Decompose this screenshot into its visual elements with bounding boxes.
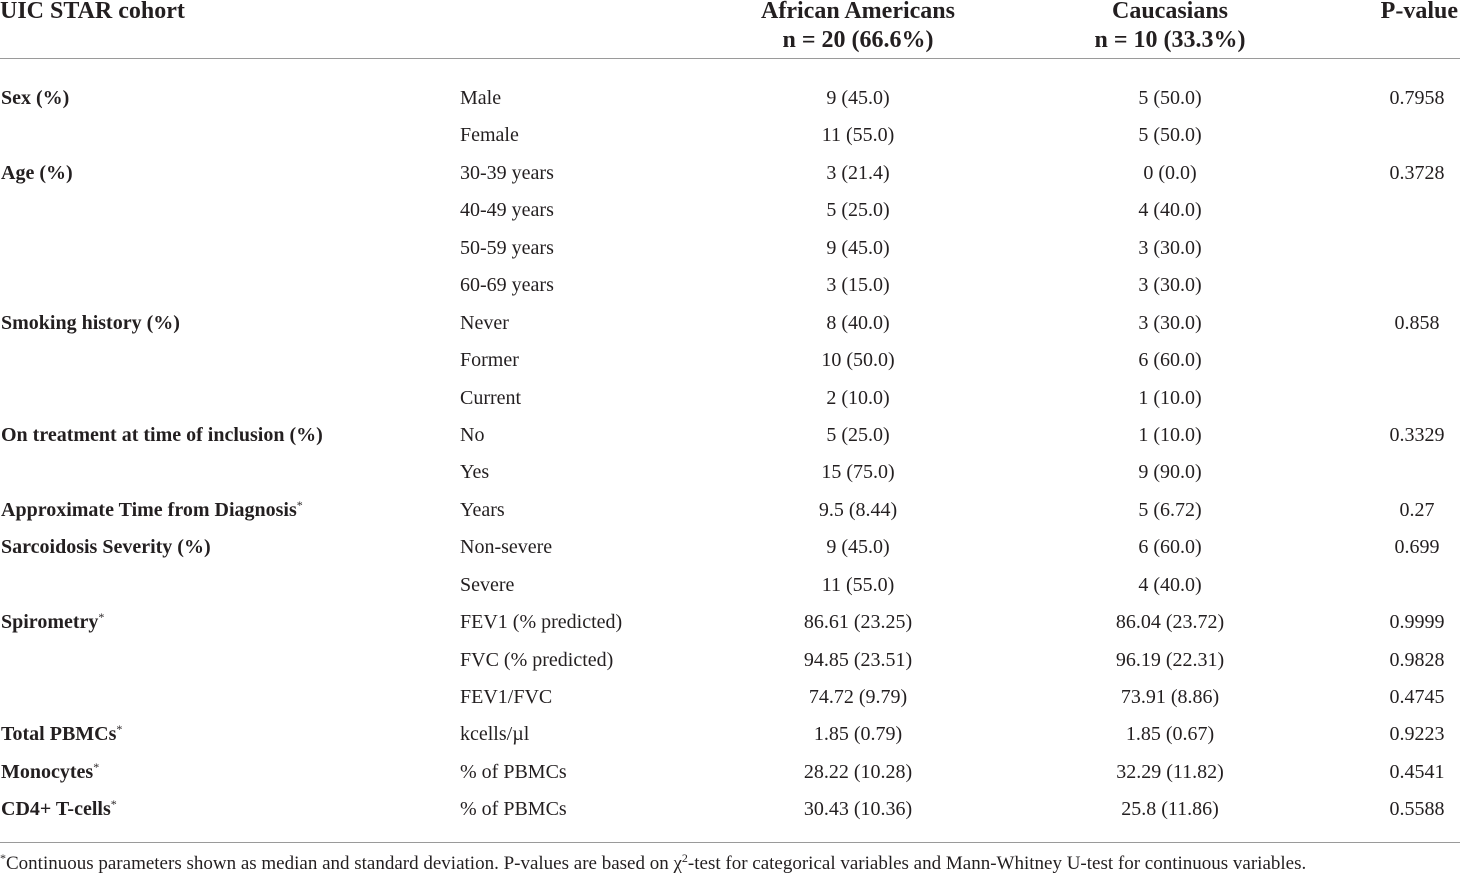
row-label	[1, 423, 323, 447]
row-label	[1, 311, 180, 335]
cell-caucasians-text: 0 (0.0)	[1143, 162, 1197, 184]
header-aa-n: n = 20 (66.6%)	[782, 27, 934, 53]
cell-african-americans-text: 1.85 (0.79)	[813, 723, 903, 745]
row-label	[1, 86, 69, 110]
row-sublabel	[460, 648, 613, 672]
cell-p-value	[1357, 423, 1460, 447]
row-sublabel	[460, 273, 554, 297]
cell-caucasians-text: 4 (40.0)	[1138, 199, 1202, 221]
row-sublabel	[460, 386, 521, 410]
row-label-text: Sarcoidosis Severity (%)	[1, 536, 211, 558]
row-label-text: Spirometry	[1, 611, 99, 633]
row-sublabel	[460, 498, 505, 522]
row-sublabel	[460, 573, 514, 597]
cell-caucasians	[1070, 123, 1270, 147]
cell-caucasians	[1070, 236, 1270, 260]
cell-caucasians	[1070, 86, 1270, 110]
cell-p-value	[1357, 722, 1460, 746]
cell-p-value-text: 0.27	[1399, 499, 1435, 521]
cell-african-americans	[758, 86, 958, 110]
row-sublabel-text: Yes	[460, 461, 490, 483]
cell-african-americans	[758, 685, 958, 709]
cell-caucasians-text: 1 (10.0)	[1138, 387, 1202, 409]
cell-caucasians-text: 1.85 (0.67)	[1125, 723, 1215, 745]
cell-african-americans	[758, 311, 958, 335]
cell-caucasians	[1070, 386, 1270, 410]
cell-caucasians-text: 3 (30.0)	[1138, 237, 1202, 259]
cell-caucasians	[1070, 460, 1270, 484]
cell-p-value-text: 0.699	[1394, 536, 1440, 558]
row-sublabel	[460, 722, 529, 746]
row-sublabel	[460, 535, 552, 559]
footnote-marker: *	[296, 498, 303, 512]
row-sublabel-text: FEV1 (% predicted)	[460, 611, 623, 633]
cell-p-value	[1357, 760, 1460, 784]
cell-caucasians-text: 73.91 (8.86)	[1120, 686, 1220, 708]
header-caucasians	[990, 0, 1350, 55]
cell-african-americans-text: 86.61 (23.25)	[803, 611, 913, 633]
cell-p-value-text: 0.7958	[1389, 87, 1445, 109]
row-sublabel	[460, 161, 554, 185]
row-sublabel	[460, 685, 552, 709]
row-label	[1, 722, 122, 746]
row-sublabel	[460, 760, 567, 784]
row-label	[1, 498, 303, 522]
cell-african-americans-text: 9 (45.0)	[826, 237, 890, 259]
cell-african-americans-text: 30.43 (10.36)	[803, 798, 913, 820]
cell-caucasians-text: 9 (90.0)	[1138, 461, 1202, 483]
cell-african-americans	[758, 460, 958, 484]
header-cc-name: Caucasians	[1111, 0, 1229, 24]
cell-african-americans	[758, 610, 958, 634]
row-label	[1, 535, 211, 559]
row-sublabel	[460, 236, 554, 260]
cell-caucasians	[1070, 797, 1270, 821]
cell-african-americans-text: 94.85 (23.51)	[803, 649, 913, 671]
cell-p-value-text: 0.5588	[1389, 798, 1445, 820]
cell-caucasians	[1070, 685, 1270, 709]
row-label-text: Monocytes	[1, 761, 94, 783]
cell-caucasians	[1070, 760, 1270, 784]
cell-caucasians-text: 32.29 (11.82)	[1116, 761, 1224, 783]
row-sublabel-text: 40-49 years	[460, 199, 554, 221]
row-sublabel-text: 50-59 years	[460, 237, 554, 259]
cell-african-americans	[758, 348, 958, 372]
footnote-text-part1: Continuous parameters shown as median and standard deviation. P-values are based on χ	[6, 853, 682, 874]
cell-p-value-text: 0.9223	[1389, 723, 1445, 745]
row-sublabel	[460, 610, 622, 634]
cell-african-americans-text: 5 (25.0)	[826, 424, 890, 446]
cell-p-value	[1357, 648, 1460, 672]
row-label-text: Approximate Time from Diagnosis	[1, 499, 297, 521]
footnote-text-part2: -test for categorical variables and Mann-Whitney U-test for continuous variables.	[687, 853, 1307, 874]
row-label	[1, 610, 104, 634]
cell-caucasians	[1070, 273, 1270, 297]
cell-african-americans-text: 3 (21.4)	[826, 162, 890, 184]
row-sublabel	[460, 311, 509, 335]
header-p-value: P-value	[1380, 0, 1458, 24]
footnote-marker: *	[98, 610, 105, 624]
cell-african-americans-text: 5 (25.0)	[826, 199, 890, 221]
row-label	[1, 760, 99, 784]
row-sublabel-text: Female	[460, 124, 519, 146]
row-sublabel-text: Male	[460, 87, 502, 109]
row-label	[1, 161, 73, 185]
cell-caucasians	[1070, 311, 1270, 335]
cell-caucasians-text: 3 (30.0)	[1138, 274, 1202, 296]
row-sublabel-text: Never	[460, 312, 509, 334]
row-sublabel-text: % of PBMCs	[460, 798, 567, 820]
cell-african-americans	[758, 797, 958, 821]
cell-caucasians-text: 6 (60.0)	[1138, 349, 1202, 371]
cell-p-value-text: 0.3728	[1389, 162, 1445, 184]
cell-african-americans-text: 9.5 (8.44)	[818, 499, 898, 521]
row-sublabel-text: Years	[460, 499, 505, 521]
footnote-marker: *	[116, 722, 123, 736]
cell-caucasians-text: 6 (60.0)	[1138, 536, 1202, 558]
cell-african-americans-text: 28.22 (10.28)	[803, 761, 913, 783]
cell-caucasians	[1070, 535, 1270, 559]
cell-african-americans	[758, 573, 958, 597]
cell-african-americans-text: 8 (40.0)	[826, 312, 890, 334]
row-sublabel	[460, 348, 519, 372]
cell-african-americans-text: 9 (45.0)	[826, 536, 890, 558]
row-sublabel	[460, 460, 489, 484]
row-label-text: On treatment at time of inclusion (%)	[1, 424, 323, 446]
cell-caucasians-text: 3 (30.0)	[1138, 312, 1202, 334]
cell-p-value-text: 0.4745	[1389, 686, 1445, 708]
row-sublabel-text: Current	[460, 387, 522, 409]
row-sublabel-text: FEV1/FVC	[460, 686, 553, 708]
cell-caucasians	[1070, 423, 1270, 447]
cell-african-americans	[758, 123, 958, 147]
row-label-text: Age (%)	[1, 162, 73, 184]
row-sublabel	[460, 423, 484, 447]
row-sublabel-text: Former	[460, 349, 519, 371]
cell-caucasians	[1070, 198, 1270, 222]
row-sublabel	[460, 123, 519, 147]
cell-caucasians-text: 25.8 (11.86)	[1121, 798, 1219, 820]
cell-caucasians-text: 5 (50.0)	[1138, 124, 1202, 146]
cell-caucasians	[1070, 610, 1270, 634]
cell-p-value-text: 0.3329	[1389, 424, 1445, 446]
cell-african-americans-text: 15 (75.0)	[821, 461, 895, 483]
cell-p-value-text: 0.9999	[1389, 611, 1445, 633]
cell-p-value	[1357, 535, 1460, 559]
cell-p-value	[1357, 86, 1460, 110]
cell-african-americans	[758, 423, 958, 447]
cell-caucasians	[1070, 161, 1270, 185]
row-sublabel-text: Non-severe	[460, 536, 553, 558]
cell-caucasians	[1070, 498, 1270, 522]
cell-caucasians-text: 5 (6.72)	[1138, 499, 1202, 521]
row-sublabel-text: No	[460, 424, 485, 446]
row-label	[1, 797, 117, 821]
cell-p-value	[1357, 161, 1460, 185]
cell-african-americans	[758, 760, 958, 784]
footnote	[0, 852, 1306, 876]
cell-p-value-text: 0.9828	[1389, 649, 1445, 671]
cell-caucasians-text: 96.19 (22.31)	[1115, 649, 1225, 671]
row-sublabel-text: Severe	[460, 574, 515, 596]
cell-caucasians-text: 1 (10.0)	[1138, 424, 1202, 446]
cell-p-value	[1357, 797, 1460, 821]
footnote-marker: *	[93, 760, 100, 774]
row-label-text: Total PBMCs	[1, 723, 117, 745]
cell-african-americans	[758, 722, 958, 746]
cell-african-americans	[758, 161, 958, 185]
cell-african-americans-text: 9 (45.0)	[826, 87, 890, 109]
cell-african-americans-text: 11 (55.0)	[821, 124, 895, 146]
header-divider	[0, 58, 1460, 59]
row-sublabel	[460, 797, 567, 821]
cell-african-americans-text: 74.72 (9.79)	[808, 686, 908, 708]
cell-african-americans	[758, 648, 958, 672]
cell-african-americans	[758, 198, 958, 222]
row-label-text: Sex (%)	[1, 87, 70, 109]
row-sublabel	[460, 86, 501, 110]
cell-p-value-text: 0.4541	[1389, 761, 1445, 783]
cell-african-americans	[758, 236, 958, 260]
row-sublabel-text: % of PBMCs	[460, 761, 567, 783]
footnote-star: *	[0, 851, 6, 865]
row-sublabel-text: 60-69 years	[460, 274, 554, 296]
cell-caucasians	[1070, 573, 1270, 597]
cell-african-americans	[758, 386, 958, 410]
header-aa-name: African Americans	[761, 0, 955, 24]
row-sublabel-text: kcells/µl	[460, 723, 530, 745]
cell-p-value	[1357, 610, 1460, 634]
footer-divider	[0, 842, 1460, 843]
cell-caucasians	[1070, 722, 1270, 746]
cell-african-americans	[758, 273, 958, 297]
row-label-text: Smoking history (%)	[1, 312, 180, 334]
cell-p-value	[1357, 311, 1460, 335]
row-sublabel-text: FVC (% predicted)	[460, 649, 614, 671]
footnote-marker: *	[110, 797, 117, 811]
table-title: UIC STAR cohort	[0, 0, 185, 24]
cell-p-value-text: 0.858	[1394, 312, 1440, 334]
row-label-text: CD4+ T-cells	[1, 798, 111, 820]
cell-p-value	[1357, 498, 1460, 522]
row-sublabel	[460, 198, 554, 222]
header-cc-n: n = 10 (33.3%)	[1094, 27, 1246, 53]
row-sublabel-text: 30-39 years	[460, 162, 554, 184]
cell-african-americans	[758, 498, 958, 522]
cell-caucasians	[1070, 348, 1270, 372]
cell-african-americans-text: 10 (50.0)	[821, 349, 895, 371]
cell-caucasians-text: 4 (40.0)	[1138, 574, 1202, 596]
cell-caucasians-text: 5 (50.0)	[1138, 87, 1202, 109]
header-african-americans	[678, 0, 1038, 55]
cell-caucasians	[1070, 648, 1270, 672]
cell-p-value	[1357, 685, 1460, 709]
cell-african-americans-text: 3 (15.0)	[826, 274, 890, 296]
cell-african-americans-text: 2 (10.0)	[826, 387, 890, 409]
cell-african-americans-text: 11 (55.0)	[821, 574, 895, 596]
cell-caucasians-text: 86.04 (23.72)	[1115, 611, 1225, 633]
cell-african-americans	[758, 535, 958, 559]
footnote-superscript: 2	[681, 851, 688, 865]
